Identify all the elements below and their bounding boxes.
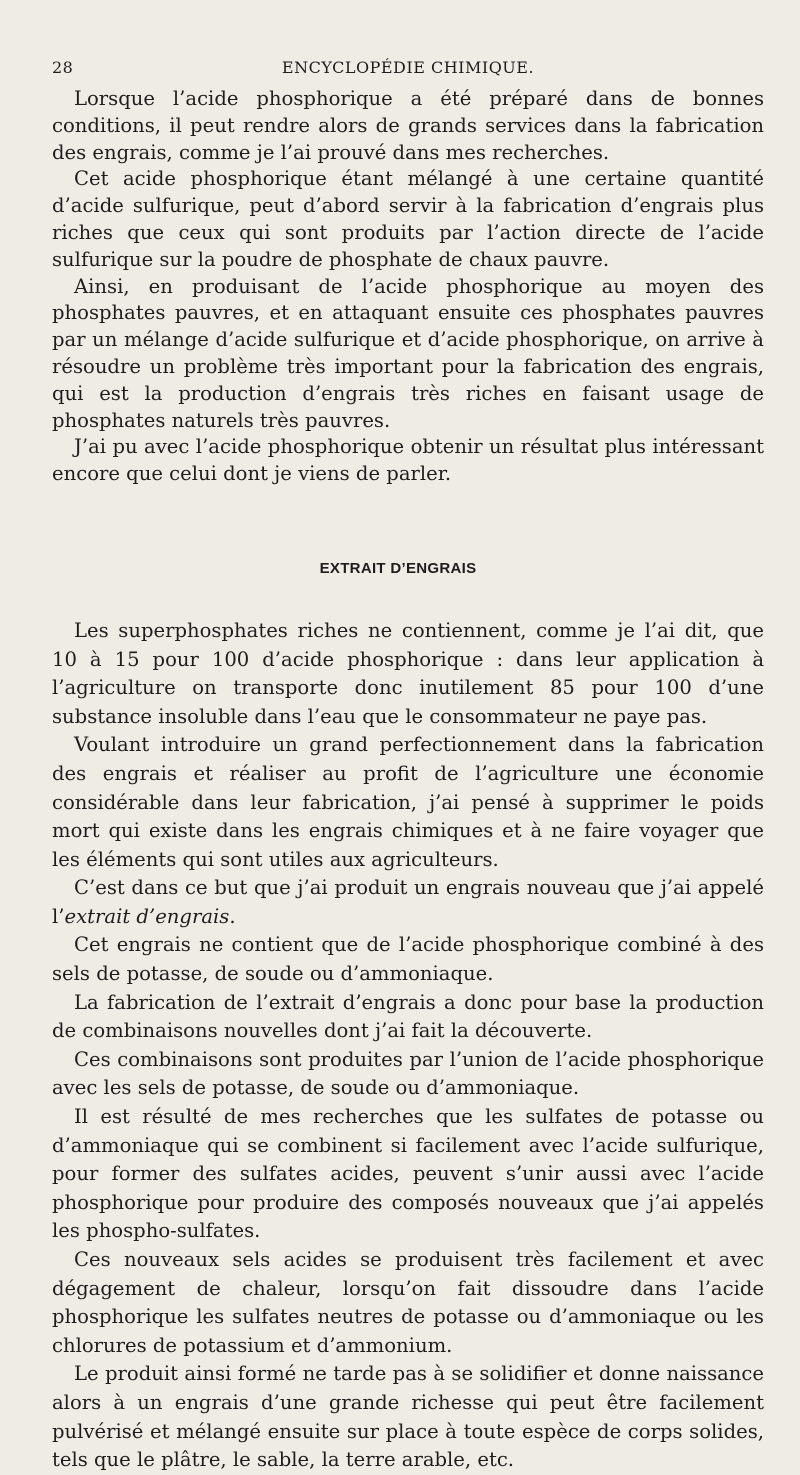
paragraph: J’ai pu avec l’acide phosphorique obtenir un résultat plus intéressant encore que celui dont je viens de parler. <box>52 435 764 486</box>
paragraph: Ainsi, en produisant de l’acide phosphorique au moyen des phosphates pauvres, et en attaquant ensuite ces phosphates pauvres par un mélange d’acide sulfurique et d’acide phosphorique, on arrive à résoudre un problème très important pour la fabrication des engrais, qui est la production d’engrais très riches en faisant usage de phosphates naturels très pauvres. <box>52 274 764 432</box>
running-head <box>52 58 764 86</box>
paragraph: Lorsque l’acide phosphorique a été préparé dans de bonnes conditions, il peut rendre alors de grands services dans la fabrication des engrais, comme je l’ai prouvé dans mes recherches. <box>52 87 764 164</box>
paragraph: Voulant introduire un grand perfectionnement dans la fabrication des engrais et réaliser au profit de l’agriculture une économie considérable dans leur fabrication, j’ai pensé à supprimer le poids mort qui existe dans les engrais chimiques et à ne faire voyager que les éléments qui sont utiles aux agriculteurs. <box>52 733 764 871</box>
paragraph-text: . <box>229 904 236 928</box>
paragraph <box>52 874 764 931</box>
paragraph: Les superphosphates riches ne contiennent, comme je l’ai dit, que 10 à 15 pour 100 d’acide phosphorique : dans leur application à l’agriculture on transporte donc inutilement 85 pour 100 d’une substance insoluble dans l’eau que le consommateur ne paye pas. <box>52 618 764 728</box>
paragraph: Le produit ainsi formé ne tarde pas à se solidifier et donne naissance alors à un engrais d’une grande richesse qui peut être facilement pulvérisé et mélangé ensuite sur place à toute espèce de corps solides, tels que le plâtre, le sable, la terre arable, etc. <box>52 1362 764 1472</box>
section-text-block <box>52 617 764 1475</box>
section-heading: EXTRAIT D’ENGRAIS <box>319 559 477 577</box>
paragraph: Ces nouveaux sels acides se produisent très facilement et avec dégagement de chaleur, lorsqu’on fait dissoudre dans l’acide phosphorique les sulfates neutres de potasse ou d’ammoniaque ou les chlorures de potassium et d’ammonium. <box>52 1248 764 1357</box>
paragraph-text: C’est dans ce but que j’ai produit un engrais nouveau que j’ai appelé l’ <box>52 876 764 928</box>
header-title: ENCYCLOPÉDIE CHIMIQUE. <box>281 58 535 77</box>
emphasized-term: extrait d’engrais <box>64 904 230 928</box>
paragraph: Cet acide phosphorique étant mélangé à une certaine quantité d’acide sulfurique, peut d’abord servir à la fabrication d’engrais plus riches que ceux qui sont produits par l’action directe de l’acide sulfurique sur la poudre de phosphate de chaux pauvre. <box>52 167 764 271</box>
paragraph: Cet engrais ne contient que de l’acide phosphorique combiné à des sels de potasse, de soude ou d’ammoniaque. <box>52 933 764 986</box>
page-number: 28 <box>52 58 74 77</box>
paragraph: Ces combinaisons sont produites par l’union de l’acide phosphorique avec les sels de potasse, de soude ou d’ammoniaque. <box>52 1047 764 1100</box>
paragraph: Il est résulté de mes recherches que les sulfates de potasse ou d’ammoniaque qui se combinent si facilement avec l’acide sulfurique, pour former des sulfates acides, peuvent s’unir aussi avec l’acide phosphorique pour produire des composés nouveaux que j’ai appelés les phospho-sulfates. <box>52 1105 764 1243</box>
paragraph: La fabrication de l’extrait d’engrais a donc pour base la production de combinaisons nouvelles dont j’ai fait la découverte. <box>52 990 764 1043</box>
top-text-block <box>52 86 764 488</box>
